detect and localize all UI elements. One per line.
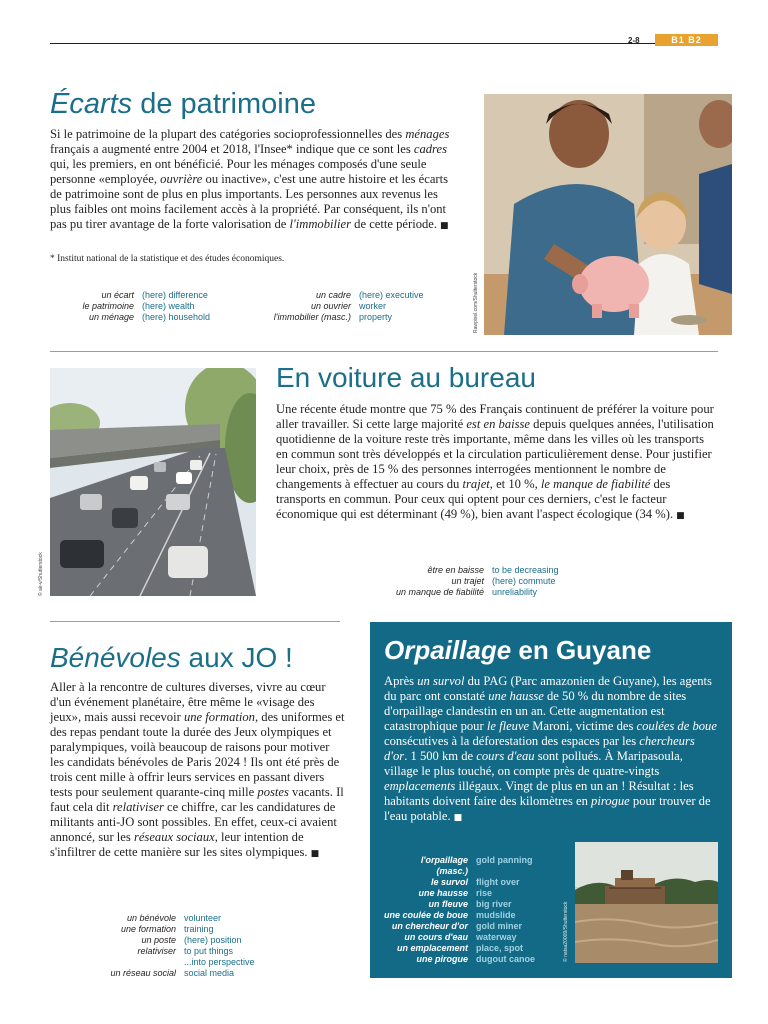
- piggy-bank-photo: [484, 94, 732, 335]
- orpaillage-title: Orpaillage en Guyane: [384, 635, 652, 665]
- glossary-row: une coulée de boue mudslide: [384, 910, 516, 920]
- photo-credit: © ak-v/Shutterstock: [38, 552, 44, 596]
- glossary-row: le patrimoine (here) wealth: [82, 301, 195, 311]
- river-photo: [575, 842, 718, 963]
- glossary-row: un trajet (here) commute: [451, 576, 556, 586]
- photo-credit: © natsa20009/Shutterstock: [563, 901, 569, 962]
- glossary-row: une formation training: [120, 924, 214, 934]
- glossary-row: un écart (here) difference: [101, 290, 208, 300]
- glossary-row: une pirogue dugout canoe: [416, 954, 536, 964]
- benevoles-glossary: [50, 913, 255, 979]
- glossary-row: l'orpaillage gold panning: [420, 855, 533, 865]
- glossary-row: un chercheur d'or gold miner: [391, 921, 523, 931]
- patrimoine-footnote: * Institut national de la statistique et des études économiques.: [50, 254, 285, 264]
- glossary-row: être en baisse to be decreasing: [427, 565, 559, 575]
- orpaillage-body: Après un survol du PAG (Parc amazonien de Guyane), les agents du parc ont constaté une hausse de 50 % du nombre de sites d'orpaillage clandestin en un an. Cette augmentation est catastrophique pour le fleuve Maroni, victime des coulées de boue consécutives à la déforestation des espaces par les chercheurs d'or. 1 500 km de cours d'eau sont pollués. À Maripasoula, village le plus touché, on compte près de quatre-vingts emplacements illégaux. Vingt de plus en un an ! Résultat : les habitants doivent faire des kilomètres en pirogue pour trouver de l'eau potable. ■: [384, 674, 717, 823]
- patrimoine-glossary-left: [50, 290, 210, 323]
- voiture-body: Une récente étude montre que 75 % des Français continuent de préférer la voiture pour aller travailler. Si cette large majorité est en baisse depuis quelques années, l'utilisation quotidienne de la voiture reste très importante, même dans les villes où les transports en commun sont très développés et la circulation particulièrement dense. Pour justifier leur choix, près de 15 % des personnes interrogées mentionnent le nombre de changements à effectuer au cours du trajet, et 10 %, le manque de fiabilité des transports en commun. Pour ceux qui optent pour ces derniers, c'est le facteur économique qui est déterminant (49 %), bien avant l'aspect écologique (34 %). ■: [276, 402, 714, 521]
- glossary-row: le survol flight over: [431, 877, 520, 887]
- level-tag: B1 B2: [655, 34, 718, 46]
- glossary-row: un bénévole volunteer: [126, 913, 222, 923]
- benevoles-body: Aller à la rencontre de cultures diverses, vivre au cœur d'un événement planétaire, être même le «visage des jeux», mais aussi recevoir une formation, des uniformes et des repas pendant toute la durée des Jeux olympiques et paralympiques, voilà beaucoup de raisons pour motiver les candidats bénévoles de Paris 2024 ! Ils ont été près de trois cent mille à offrir leurs services en passant divers tests pour seulement quarante-cinq mille postes vacants. Il faut cela dit relativiser ce chiffre, car les candidatures de militants anti-JO sont possibles. En effet, ceux-ci avaient annoncé, sur les réseaux sociaux, leur intention de s'infiltrer de cette manière sur les sites olympiques. ■: [50, 680, 345, 859]
- glossary-row: un cadre (here) executive: [315, 290, 424, 300]
- page-number: 2-8: [628, 36, 640, 45]
- glossary-row: (masc.): [436, 866, 469, 876]
- glossary-row: l'immobilier (masc.) property: [273, 312, 393, 322]
- orpaillage-glossary: [384, 855, 535, 965]
- section-divider: [50, 621, 340, 622]
- glossary-row: un réseau social social media: [110, 968, 235, 978]
- glossary-row: un cours d'eau waterway: [404, 932, 517, 942]
- end-mark: ■: [310, 849, 320, 859]
- glossary-row: un ménage (here) household: [88, 312, 211, 322]
- glossary-row: relativiser to put things: [137, 946, 234, 956]
- glossary-row: un poste (here) position: [141, 935, 242, 945]
- header-rule: [50, 43, 718, 44]
- glossary-row: un emplacement place, spot: [396, 943, 524, 953]
- patrimoine-glossary-right: [262, 290, 424, 323]
- photo-credit: Rawpixel.com/Shutterstock: [473, 272, 479, 333]
- end-mark: ■: [676, 511, 685, 521]
- patrimoine-body: Si le patrimoine de la plupart des catégories socioprofessionnelles des ménages français a augmenté entre 2004 et 2018, l'Insee* indique que ce sont les cadres qui, les premiers, en ont bénéficié. Pour les ménages composés d'une seule personne «employée, ouvrière ou inactive», c'est une autre histoire et les écarts de patrimoine sont de plus en plus importants. Les personnes aux revenus les plus faibles ont moins facilement accès à la propriété. Par conséquent, ils n'ont pas pu tirer avantage de la forte valorisation de l'immobilier de cette période. ■: [50, 127, 450, 231]
- glossary-row: un manque de fiabilité unreliability: [395, 587, 538, 597]
- section-divider: [50, 351, 718, 352]
- glossary-row: un ouvrier worker: [310, 301, 387, 311]
- voiture-title: En voiture au bureau: [276, 362, 536, 393]
- traffic-photo: [50, 368, 256, 596]
- end-mark: ■: [440, 221, 449, 231]
- benevoles-title: Bénévoles aux JO !: [50, 642, 293, 673]
- glossary-row: ...into perspective: [184, 957, 255, 967]
- glossary-row: une hausse rise: [418, 888, 493, 898]
- end-mark: ■: [453, 813, 463, 823]
- patrimoine-title: Écarts de patrimoine: [50, 88, 316, 120]
- glossary-row: un fleuve big river: [428, 899, 512, 909]
- voiture-glossary: [380, 565, 559, 598]
